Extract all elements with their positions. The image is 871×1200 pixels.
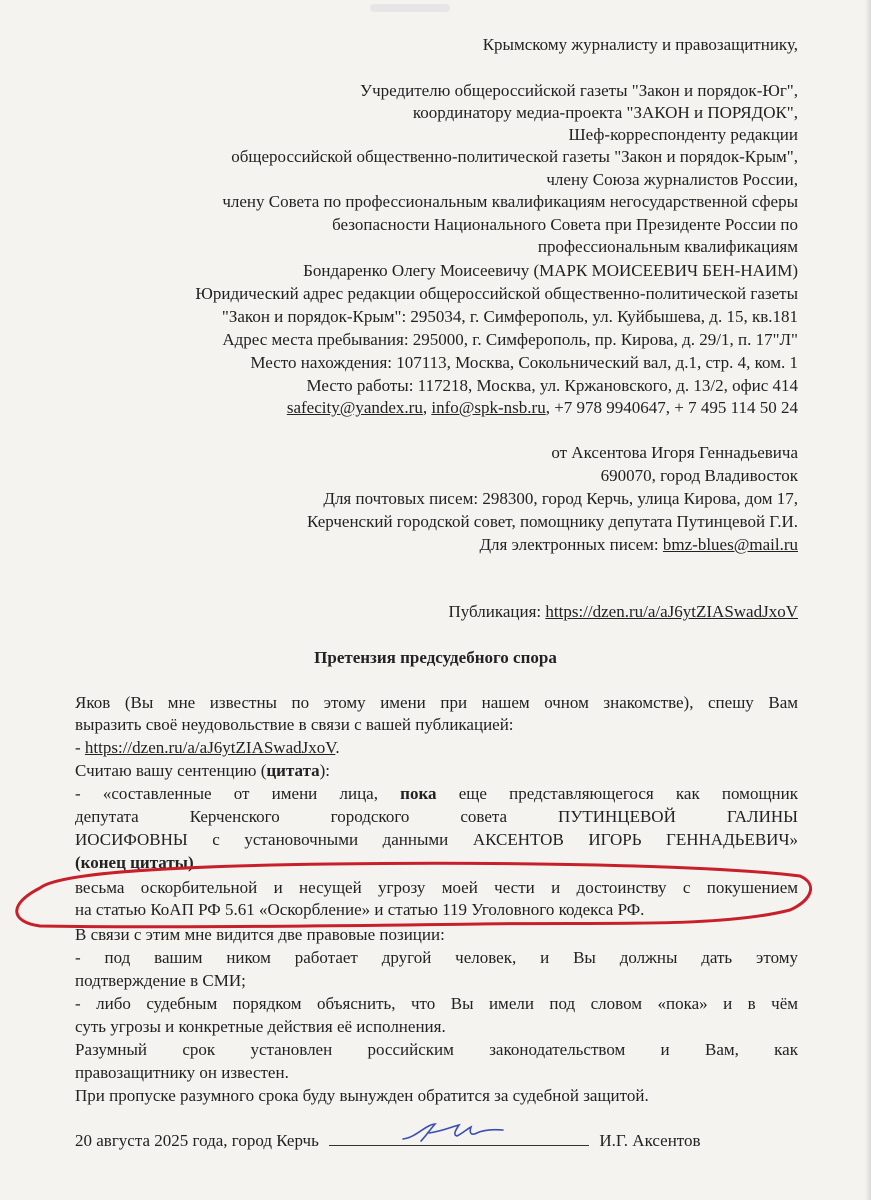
text: Считаю вашу сентенцию (: [75, 761, 267, 780]
handwritten-signature: [399, 1121, 509, 1145]
sender-from: от Аксентова Игоря Геннадьевича: [551, 443, 798, 462]
text: ):: [319, 761, 331, 780]
addressee-line: "Закон и порядок-Крым": 295034, г. Симферополь, ул. Куйбышева, д. 15, кв.181: [221, 307, 798, 326]
separator: ,: [422, 398, 432, 417]
article-link[interactable]: https://dzen.ru/a/aJ6ytZIASwadJxoV: [84, 738, 336, 757]
addressee-line: Шеф-корреспонденту редакции: [568, 125, 798, 144]
period: .: [335, 738, 340, 757]
addressee-line: Место работы: 117218, Москва, ул. Кржановского, д. 13/2, офис 414: [306, 376, 798, 395]
publication-label: Публикация:: [448, 602, 546, 621]
body-line: В связи с этим мне видится две правовые позиции:: [75, 925, 445, 944]
body-line: При пропуске разумного срока буду вынужден обратится за судебной защитой.: [75, 1086, 649, 1105]
addressee-line: Крымскому журналисту и правозащитнику,: [482, 35, 798, 54]
body-line: - под вашим ником работает другой человек, и Вы должны дать этому: [75, 948, 798, 967]
email-label: Для электронных писем:: [479, 535, 663, 554]
quote-line: ИОСИФОВНЫ с установочными данными АКСЕНТОВ ИГОРЬ ГЕННАДЬЕВИЧ»: [75, 830, 798, 849]
addressee-line: Место нахождения: 107113, Москва, Сокольнический вал, д.1, стр. 4, ком. 1: [250, 353, 798, 372]
highlighted-line: весьма оскорбительной и несущей угрозу моей чести и достоинству с покушением: [75, 878, 798, 897]
addressee-line: профессиональным квалификациям: [537, 237, 798, 256]
text: еще представляющегося как помощник: [436, 784, 798, 803]
dash: -: [75, 738, 85, 757]
paren: ): [187, 853, 194, 872]
publication-link[interactable]: https://dzen.ru/a/aJ6ytZIASwadJxoV: [545, 602, 798, 621]
sender-email-link[interactable]: bmz-blues@mail.ru: [662, 535, 798, 554]
bold-text: цитата: [266, 761, 320, 780]
addressee-line: члену Союза журналистов России,: [546, 170, 798, 189]
addressee-line: общероссийской общественно-политической газеты "Закон и порядок-Крым",: [231, 147, 798, 166]
signature-line: [75, 1130, 701, 1152]
body-line: подтверждение в СМИ;: [75, 971, 246, 990]
date-place: 20 августа 2025 года, город Керчь: [75, 1131, 319, 1150]
body-line: Яков (Вы мне известны по этому имени при нашем очном знакомстве), спешу Вам: [75, 693, 798, 712]
body-line: правозащитнику он известен.: [75, 1063, 289, 1082]
sender-postal: Для почтовых писем: 298300, город Керчь, улица Кирова, дом 17,: [323, 489, 798, 508]
addressee-line: безопасности Национального Совета при Президенте России по: [332, 215, 798, 234]
addressee-line: Адрес места пребывания: 295000, г. Симферополь, пр. Кирова, д. 29/1, п. 17"Л": [222, 330, 798, 349]
bold-text: пока: [400, 784, 437, 803]
email-link[interactable]: info@spk-nsb.ru: [431, 398, 546, 417]
signer-name: И.Г. Аксентов: [599, 1131, 701, 1150]
text: - «составленные от имени лица,: [75, 784, 401, 803]
addressee-line: члену Совета по профессиональным квалификациям негосударственной сферы: [222, 192, 798, 211]
addressee-line: координатору медиа-проекта "ЗАКОН и ПОРЯДОК",: [412, 103, 798, 122]
sender-council: Керченский городской совет, помощнику депутата Путинцевой Г.И.: [307, 512, 798, 531]
addressee-name: Бондаренко Олегу Моисеевичу (МАРК МОИСЕЕВИЧ БЕН-НАИМ): [303, 261, 798, 280]
highlighted-line: на статью КоАП РФ 5.61 «Оскорбление» и статью 119 Уголовного кодекса РФ.: [75, 900, 645, 919]
signature-field: [329, 1131, 589, 1146]
quote-line: депутата Керченского городского совета ПУТИНЦЕВОЙ ГАЛИНЫ: [75, 807, 798, 826]
email-link[interactable]: safecity@yandex.ru: [286, 398, 423, 417]
addressee-line: Юридический адрес редакции общероссийской общественно-политической газеты: [195, 284, 798, 303]
body-line: Разумный срок установлен российским законодательством и Вам, как: [75, 1040, 798, 1059]
addressee-line: Учредителю общероссийской газеты "Закон и порядок-Юг",: [360, 81, 798, 100]
body-line: выразить своё неудовольствие в связи с вашей публикацией:: [75, 715, 514, 734]
body-line: - либо судебным порядком объяснить, что Вы имели под словом «пока» и в чём: [75, 994, 798, 1013]
sender-city: 690070, город Владивосток: [600, 466, 798, 485]
phone-numbers: , +7 978 9940647, + 7 495 114 50 24: [545, 398, 798, 417]
document-title: Претензия предсудебного спора: [314, 648, 557, 667]
body-line: суть угрозы и конкретные действия её исполнения.: [75, 1017, 446, 1036]
bold-text: конец цитаты: [80, 853, 188, 872]
paren: (: [75, 853, 81, 872]
